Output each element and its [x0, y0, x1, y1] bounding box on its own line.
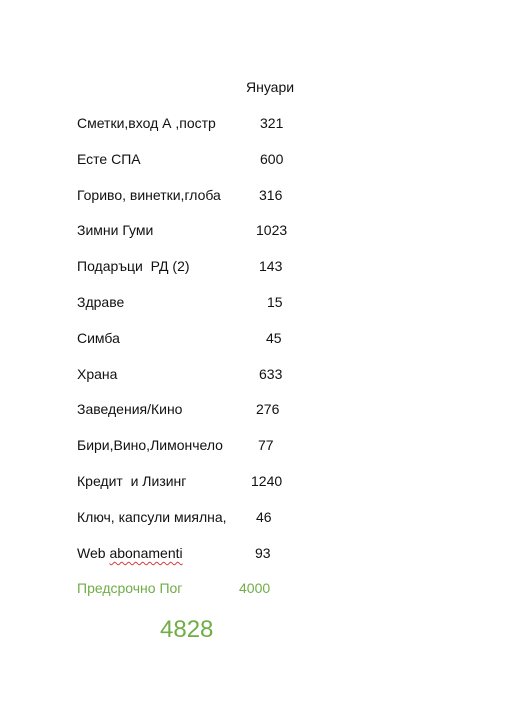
expense-value: 46 [256, 509, 272, 525]
expense-label: Симба [77, 330, 120, 346]
expense-value: 15 [267, 294, 283, 310]
expense-label: Сметки,вход А ,постр [77, 115, 216, 131]
expense-value: 633 [259, 366, 283, 382]
expense-row [77, 293, 337, 311]
expense-row-highlighted [77, 579, 337, 597]
expense-value: 45 [266, 330, 282, 346]
expense-value: 4000 [239, 580, 271, 596]
expense-value: 1240 [251, 473, 283, 489]
expense-row [77, 400, 337, 418]
expense-value: 600 [260, 151, 284, 167]
expense-value: 276 [256, 401, 280, 417]
expense-label: Подаръци РД (2) [77, 258, 190, 274]
expense-label-prefix: Web [77, 545, 110, 561]
expense-row [77, 472, 337, 490]
expense-row [77, 436, 337, 454]
expense-label: Здраве [77, 294, 125, 310]
expense-label: Заведения/Кино [77, 401, 183, 417]
expense-label: Ключ, капсули миялна, [77, 509, 227, 525]
expense-value: 143 [259, 258, 283, 274]
expense-label: Предсрочно Пог [77, 580, 183, 596]
misspelled-word: abonamenti [109, 545, 183, 561]
expense-row [77, 365, 337, 383]
expense-row [77, 257, 337, 275]
expense-row [77, 114, 337, 132]
expense-row [77, 221, 337, 239]
expense-label: Кредит и Лизинг [77, 473, 187, 489]
expense-value: 1023 [256, 222, 288, 238]
expense-row [77, 186, 337, 204]
expense-row [77, 329, 337, 347]
expense-label: Зимни Гуми [77, 222, 154, 238]
total-sum: 4828 [160, 616, 214, 643]
expense-row [77, 508, 337, 526]
expense-label: Бири,Вино,Лимончело [77, 437, 223, 453]
month-header: Януари [246, 79, 295, 95]
expense-value: 77 [258, 437, 274, 453]
expense-value: 93 [255, 545, 271, 561]
expense-value: 321 [260, 115, 284, 131]
expense-value: 316 [259, 187, 283, 203]
expense-label: Храна [77, 366, 118, 382]
expense-label: Есте СПА [77, 151, 141, 167]
expense-label [77, 544, 183, 562]
expense-label: Гориво, винетки,глоба [77, 187, 221, 203]
expense-row [77, 150, 337, 168]
expense-row [77, 544, 337, 562]
